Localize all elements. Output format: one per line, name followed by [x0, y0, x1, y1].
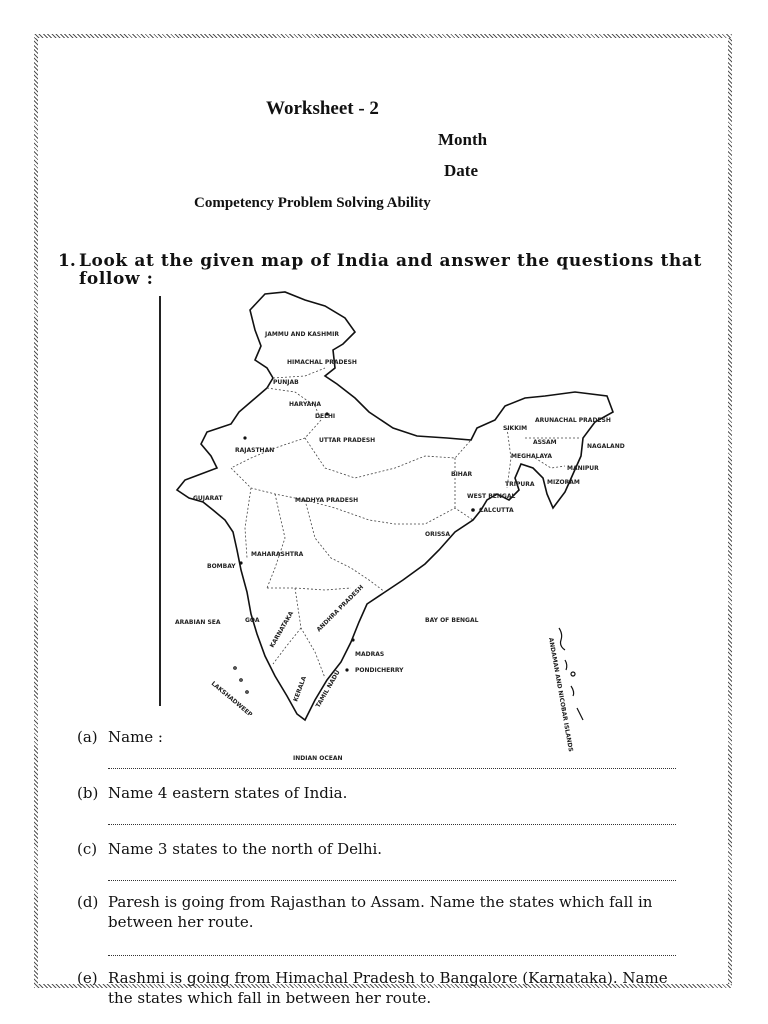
map-label-rajasthan: RAJASTHAN — [235, 447, 275, 454]
map-label-orissa: ORISSA — [425, 531, 450, 538]
map-label-jammu-kashmir: JAMMU AND KASHMIR — [265, 331, 339, 338]
answer-line-c[interactable] — [108, 880, 676, 881]
map-label-madhya-pradesh: MADHYA PRADESH — [295, 497, 359, 504]
map-label-sikkim: SIKKIM — [503, 425, 528, 432]
map-label-punjab: PUNJAB — [273, 379, 299, 386]
question-text-line2: follow : — [79, 269, 154, 289]
map-label-karnataka: KARNATAKA — [268, 610, 296, 649]
map-label-maharashtra: MAHARASHTRA — [251, 551, 304, 558]
subq-d-label: (d) — [77, 893, 99, 911]
map-label-tamil-nadu: TAMIL NADU — [314, 669, 342, 709]
map-label-lakshadweep: LAKSHADWEEP — [209, 680, 254, 719]
subq-c-label: (c) — [77, 840, 98, 858]
map-label-arunachal: ARUNACHAL PRADESH — [535, 417, 611, 424]
map-label-pondicherry: PONDICHERRY — [355, 667, 404, 674]
map-label-andaman: ANDAMAN AND NICOBAR ISLANDS — [547, 637, 575, 753]
map-label-arabian-sea: ARABIAN SEA — [175, 619, 221, 626]
map-label-goa: GOA — [245, 617, 260, 624]
map-label-madras: MADRAS — [355, 651, 385, 658]
subq-b-label: (b) — [77, 784, 99, 802]
subq-e-label: (e) — [77, 969, 98, 987]
map-label-indian-ocean: INDIAN OCEAN — [293, 755, 343, 762]
city-dots — [239, 412, 474, 671]
map-label-west-bengal: WEST BENGAL — [467, 493, 516, 500]
map-label-haryana: HARYANA — [289, 401, 322, 408]
map-label-delhi: DELHI — [315, 413, 336, 420]
map-label-bay-of-bengal: BAY OF BENGAL — [425, 617, 479, 624]
worksheet-title: Worksheet - 2 — [266, 98, 379, 119]
answer-line-b[interactable] — [108, 824, 676, 825]
map-label-assam: ASSAM — [533, 439, 557, 446]
month-label: Month — [438, 130, 488, 149]
map-label-himachal: HIMACHAL PRADESH — [287, 359, 357, 366]
map-label-manipur: MANIPUR — [567, 465, 599, 472]
map-label-kerala: KERALA — [292, 675, 308, 703]
answer-line-a[interactable] — [108, 768, 676, 769]
question-text-line1: Look at the given map of India and answer the questions that — [79, 251, 702, 271]
answer-line-d[interactable] — [108, 955, 676, 956]
map-label-gujarat: GUJARAT — [193, 495, 223, 502]
map-label-nagaland: NAGALAND — [587, 443, 625, 450]
subq-e-text: Rashmi is going from Himachal Pradesh to Bangalore (Karnataka). Name — [108, 969, 668, 987]
india-outline — [177, 292, 613, 720]
map-label-uttar-pradesh: UTTAR PRADESH — [319, 437, 376, 444]
map-label-bihar: BIHAR — [451, 471, 473, 478]
subq-d-text2: between her route. — [108, 913, 254, 931]
subq-a-label: (a) — [77, 728, 98, 746]
subq-c-text: Name 3 states to the north of Delhi. — [108, 840, 383, 858]
competency-label: Competency Problem Solving Ability — [194, 195, 431, 211]
subq-e-text2: the states which fall in between her route. — [108, 989, 432, 1007]
map-label-tripura: TRIPURA — [505, 481, 535, 488]
subq-a-text: Name : — [108, 728, 163, 746]
map-label-andhra: ANDHRA PRADESH — [315, 583, 366, 634]
map-label-mizoram: MIZORAM — [547, 479, 580, 486]
question-number: 1. — [58, 251, 76, 271]
map-label-meghalaya: MEGHALAYA — [511, 453, 552, 460]
subq-d-text: Paresh is going from Rajasthan to Assam. Name the states which fall in — [108, 893, 653, 911]
map-label-calcutta: CALCUTTA — [479, 507, 514, 514]
map-label-bombay: BOMBAY — [207, 563, 236, 570]
date-label: Date — [444, 161, 478, 180]
islands — [234, 628, 583, 720]
india-map — [155, 288, 625, 768]
subq-b-text: Name 4 eastern states of India. — [108, 784, 348, 802]
